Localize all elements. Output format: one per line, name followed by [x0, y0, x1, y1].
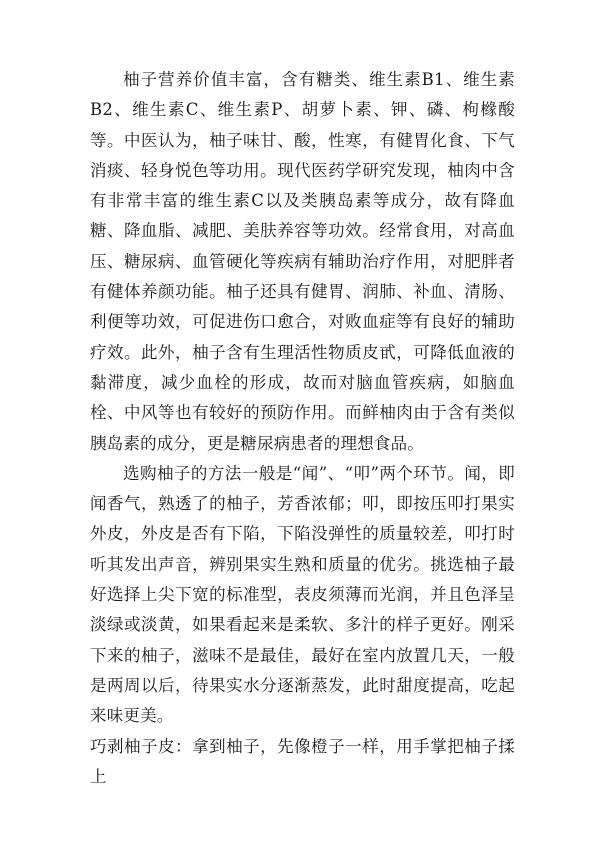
document-page [90, 65, 515, 792]
paragraph-peeling: 巧剥柚子皮：拿到柚子，先像橙子一样，用手掌把柚子揉上 [90, 736, 515, 786]
paragraph-selection: 选购柚子的方法一般是“闻”、“叩”两个环节。闻，即闻香气，熟透了的柚子，芳香浓郁；叩，即按压叩打果实外皮，外皮是否有下陷，下陷没弹性的质量较差，叩打时听其发出声音，辨别果实生熟和质量的优劣。挑选柚子最好选择上尖下宽的标准型，表皮须薄而光润，并且色泽呈淡绿或淡黄，如果看起来是柔软、多汁的样子更好。刚采下来的柚子，滋味不是最佳，最好在室内放置几天，一般是两周以后，待果实水分逐渐蒸发，此时甜度提高，吃起来味更美。 [90, 463, 515, 726]
paragraph-nutrition: 柚子营养价值丰富，含有糖类、维生素B1、维生素B2、维生素C、维生素P、胡萝卜素、钾、磷、枸橼酸等。中医认为，柚子味甘、酸，性寒，有健胃化食、下气消痰、轻身悦色等功用。现代医药学研究发现，柚肉中含有非常丰富的维生素C以及类胰岛素等成分，故有降血糖、降血脂、减肥、美肤养容等功效。经常食用，对高血压、糖尿病、血管硬化等疾病有辅助治疗作用，对肥胖者有健体养颜功能。柚子还具有健胃、润肺、补血、清肠、利便等功效，可促进伤口愈合，对败血症等有良好的辅助疗效。此外，柚子含有生理活性物质皮甙，可降低血液的黏滞度，减少血栓的形成，故而对脑血管疾病，如脑血栓、中风等也有较好的预防作用。而鲜柚肉由于含有类似胰岛素的成分，更是糖尿病患者的理想食品。 [90, 70, 515, 453]
